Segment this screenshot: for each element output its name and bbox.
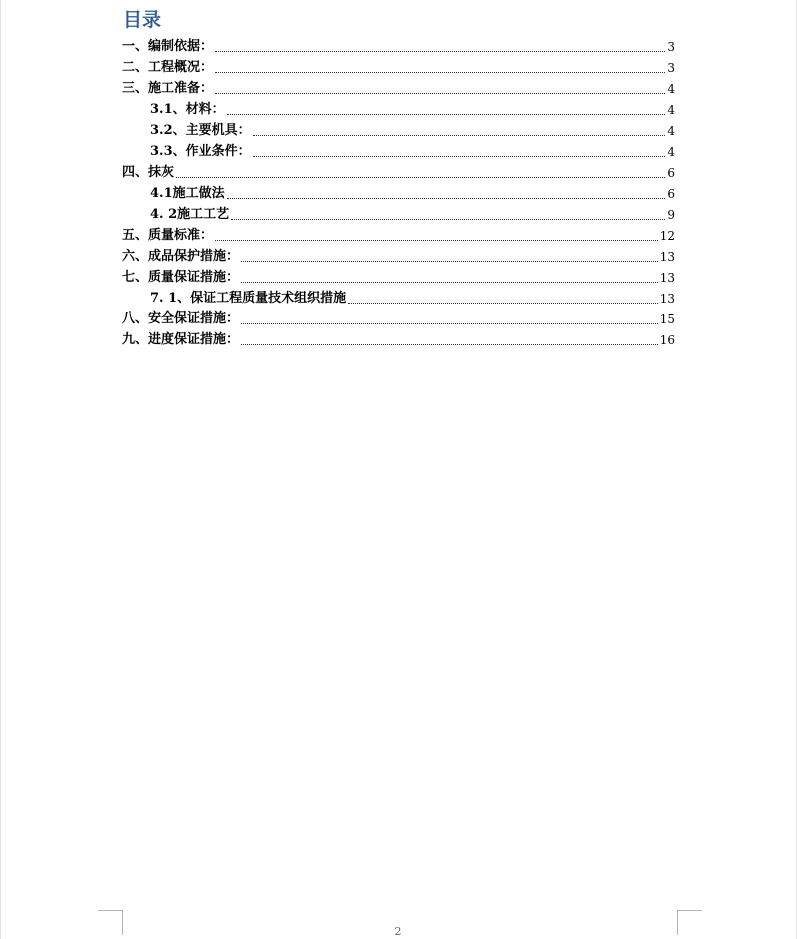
toc-entry-page: 4 [667,145,675,159]
toc-entry[interactable] [122,227,675,245]
toc-entry[interactable] [150,122,675,140]
toc-entry[interactable] [122,164,675,182]
toc-entry[interactable] [122,59,675,77]
toc-entry-page: 13 [659,292,675,306]
toc-entry-label: 三、施工准备： [122,81,214,96]
toc-entry-label: 一、编制依据： [122,39,214,54]
toc-entry-page: 12 [659,229,675,243]
page-corner-marker-right [677,910,702,935]
toc-entry-page: 4 [667,82,675,96]
toc-entry[interactable] [150,206,675,224]
toc-entry-page: 9 [667,208,675,222]
toc-title: 目录 [123,9,162,31]
toc-entry-page: 3 [667,61,675,75]
toc-entry[interactable] [122,310,675,328]
footer-page-number: 2 [394,925,402,938]
toc-entry-label: 3.1、材料： [150,102,225,117]
toc-entry-page: 13 [659,250,675,264]
toc-entry-page: 4 [667,124,675,138]
toc-entry-page: 16 [659,333,675,347]
toc-entry[interactable] [150,143,675,161]
toc-entry-label: 4.1施工做法 [150,186,225,201]
toc-entry[interactable] [122,80,675,98]
toc-entry-page: 3 [667,40,675,54]
toc-dot-leader [253,135,666,136]
toc-entry-page: 6 [667,166,675,180]
toc-dot-leader [215,51,665,52]
toc-dot-leader [227,198,666,199]
toc-dot-leader [215,93,665,94]
toc-dot-leader [348,303,658,304]
toc-entry-page: 15 [659,312,675,326]
toc-entry[interactable] [122,38,675,56]
toc-entry[interactable] [150,185,675,203]
toc-entry-page: 13 [659,271,675,285]
toc-entry[interactable] [122,269,675,287]
toc-entry-label: 3.3、作业条件： [150,144,251,159]
toc-entry-label: 二、工程概况： [122,60,214,75]
toc-entry-page: 6 [667,187,675,201]
toc-dot-leader [176,177,665,178]
toc-entry-label: 7. 1、保证工程质量技术组织措施 [150,291,347,306]
toc-dot-leader [253,156,666,157]
toc-entry[interactable] [122,331,675,349]
toc-dot-leader [231,219,665,220]
toc-dot-leader [215,240,658,241]
toc-dot-leader [215,72,665,73]
toc-entry-label: 4. 2施工工艺 [150,207,230,222]
toc-dot-leader [227,114,666,115]
toc-dot-leader [241,344,658,345]
page-edge-left [0,0,1,939]
toc-entry-label: 八、安全保证措施： [122,311,240,326]
toc-entry[interactable] [150,290,675,308]
toc-entry[interactable] [150,101,675,119]
toc-entry-label: 六、成品保护措施： [122,249,240,264]
toc-entry-page: 4 [667,103,675,117]
toc-entry[interactable] [122,248,675,266]
toc-entry-label: 七、质量保证措施： [122,270,240,285]
page-corner-marker-left [98,910,123,935]
toc-entry-label: 五、质量标准： [122,228,214,243]
toc-entry-label: 四、抹灰 [122,165,175,180]
toc-entry-label: 九、进度保证措施： [122,332,240,347]
toc-dot-leader [241,261,658,262]
toc-dot-leader [241,323,658,324]
toc-dot-leader [241,282,658,283]
toc-entry-label: 3.2、主要机具： [150,123,251,138]
